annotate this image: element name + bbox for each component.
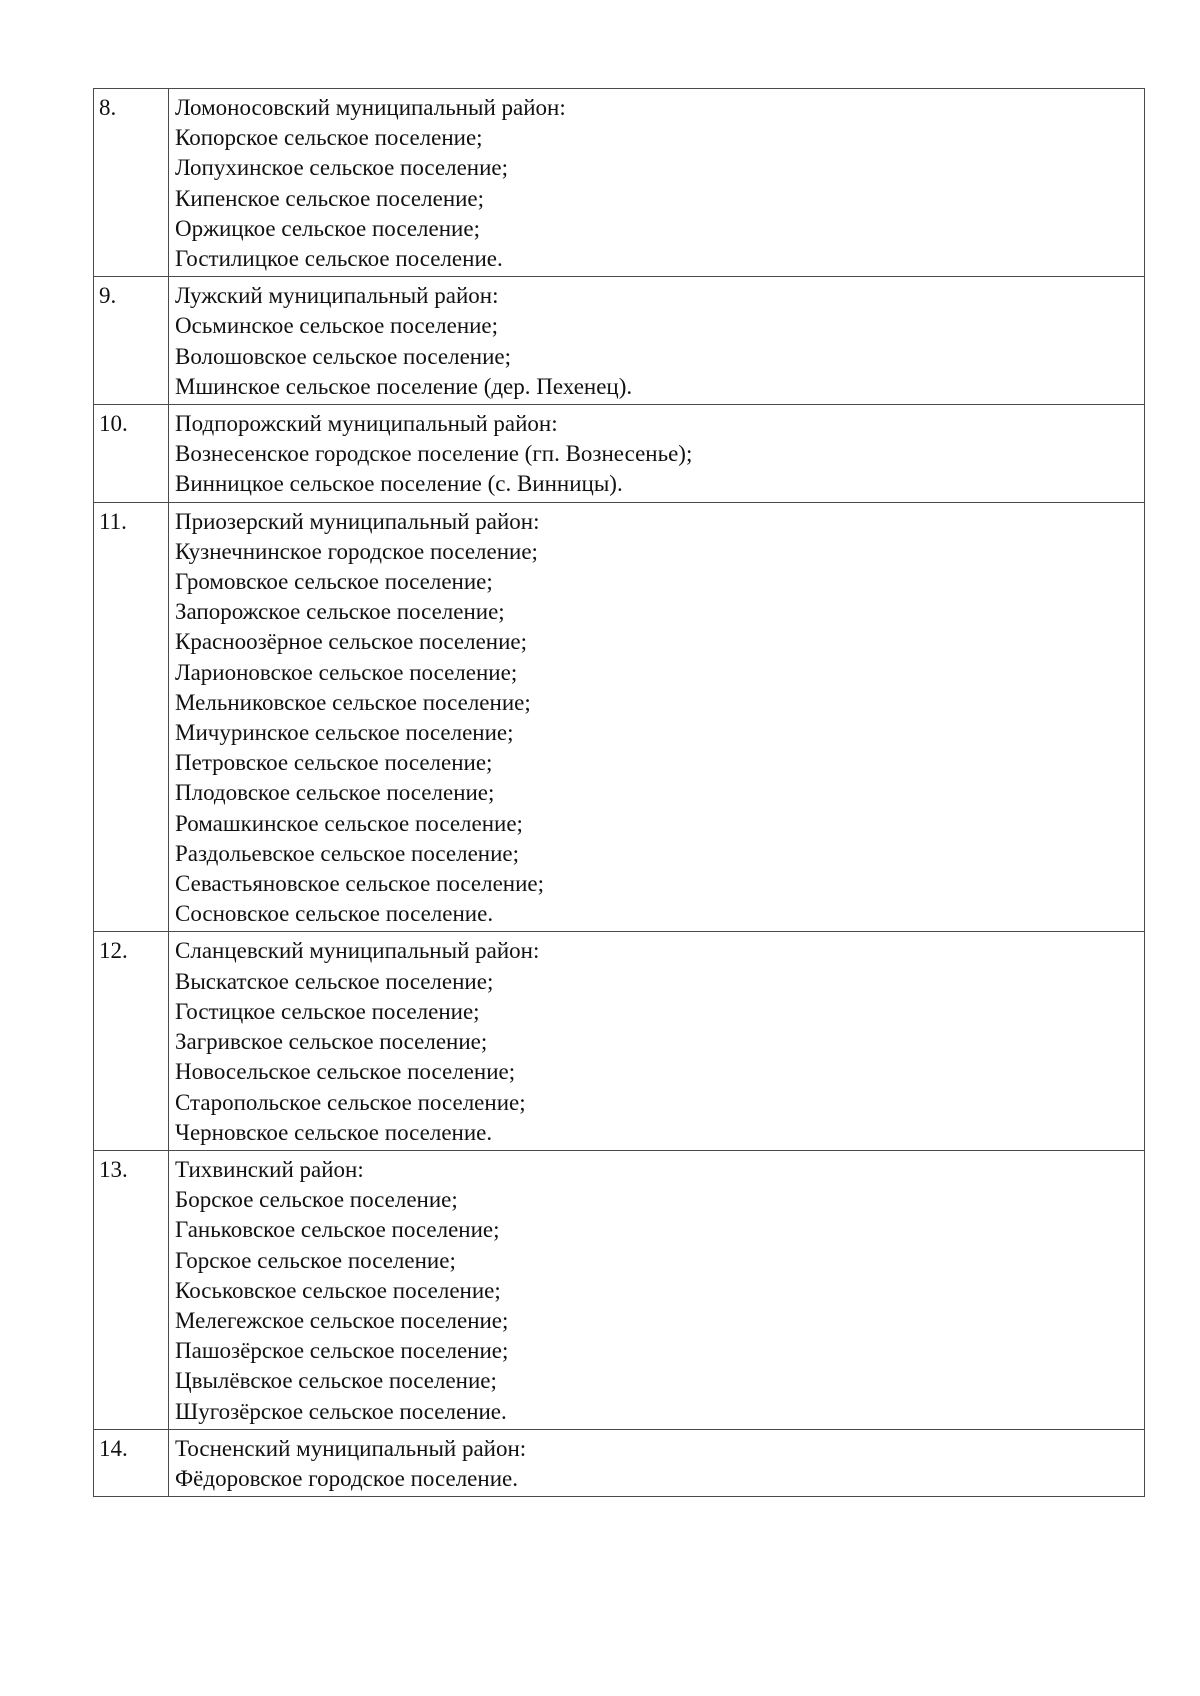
district-name: Сланцевский муниципальный район: <box>175 938 540 964</box>
settlement-name: Ларионовское сельское поселение; <box>175 659 518 685</box>
row-number: 10. <box>94 405 169 503</box>
settlement-name: Гостицкое сельское поселение; <box>175 998 480 1024</box>
table-row <box>94 405 1145 503</box>
settlement-name: Кузнечнинское городское поселение; <box>175 538 538 564</box>
table-row <box>94 502 1145 932</box>
settlement-name: Ганьковское сельское поселение; <box>175 1217 500 1243</box>
table-row <box>94 1150 1145 1429</box>
district-entry <box>169 1429 1145 1496</box>
district-entry <box>169 932 1145 1150</box>
settlement-name: Ромашкинское сельское поселение; <box>175 810 523 836</box>
row-number: 12. <box>94 932 169 1150</box>
settlements-table-body <box>94 89 1145 1497</box>
settlement-name: Борское сельское поселение; <box>175 1187 458 1213</box>
district-entry <box>169 89 1145 277</box>
settlement-name: Коськовское сельское поселение; <box>175 1277 501 1303</box>
settlement-name: Сосновское сельское поселение. <box>175 901 494 927</box>
row-number: 8. <box>94 89 169 277</box>
district-name: Лужский муниципальный район: <box>175 283 499 309</box>
settlement-name: Волошовское сельское поселение; <box>175 343 512 369</box>
settlement-name: Загривское сельское поселение; <box>175 1029 488 1055</box>
settlement-name: Пашозёрское сельское поселение; <box>175 1338 509 1364</box>
settlement-name: Новосельское сельское поселение; <box>175 1059 516 1085</box>
settlement-name: Фёдоровское городское поселение. <box>175 1465 518 1491</box>
settlement-name: Петровское сельское поселение; <box>175 750 493 776</box>
district-entry <box>169 502 1145 932</box>
settlement-name: Плодовское сельское поселение; <box>175 780 495 806</box>
settlement-name: Осьминское сельское поселение; <box>175 313 499 339</box>
row-number: 11. <box>94 502 169 932</box>
district-entry <box>169 1150 1145 1429</box>
settlement-name: Севастьяновское сельское поселение; <box>175 871 545 897</box>
settlement-name: Запорожское сельское поселение; <box>175 599 505 625</box>
settlement-name: Мельниковское сельское поселение; <box>175 689 531 715</box>
settlement-name: Громовское сельское поселение; <box>175 569 493 595</box>
settlement-name: Лопухинское сельское поселение; <box>175 155 509 181</box>
settlement-name: Копорское сельское поселение; <box>175 125 483 151</box>
district-name: Ломоносовский муниципальный район: <box>175 95 566 120</box>
settlement-name: Горское сельское поселение; <box>175 1247 456 1273</box>
row-number: 14. <box>94 1429 169 1496</box>
settlement-name: Выскатское сельское поселение; <box>175 968 494 994</box>
settlement-name: Красноозёрное сельское поселение; <box>175 629 528 655</box>
table-row <box>94 277 1145 405</box>
table-row <box>94 89 1145 277</box>
settlement-name: Мелегежское сельское поселение; <box>175 1307 509 1333</box>
row-number: 13. <box>94 1150 169 1429</box>
settlement-name: Старопольское сельское поселение; <box>175 1089 526 1115</box>
district-name: Приозерский муниципальный район: <box>175 508 540 534</box>
district-name: Тосненский муниципальный район: <box>175 1435 527 1461</box>
settlement-name: Мшинское сельское поселение (дер. Пехенец). <box>175 373 633 399</box>
row-number: 9. <box>94 277 169 405</box>
settlement-name: Вознесенское городское поселение (гп. Вознесенье); <box>175 441 693 467</box>
settlement-name: Кипенское сельское поселение; <box>175 185 485 211</box>
settlement-name: Винницкое сельское поселение (с. Винницы). <box>175 471 623 497</box>
table-row <box>94 1429 1145 1496</box>
settlement-name: Мичуринское сельское поселение; <box>175 720 514 746</box>
settlements-table <box>93 88 1145 1497</box>
table-row <box>94 932 1145 1150</box>
settlement-name: Черновское сельское поселение. <box>175 1119 493 1145</box>
district-entry <box>169 277 1145 405</box>
district-name: Тихвинский район: <box>175 1156 364 1182</box>
settlement-name: Шугозёрское сельское поселение. <box>175 1398 507 1424</box>
settlement-name: Раздольевское сельское поселение; <box>175 840 520 866</box>
district-entry <box>169 405 1145 503</box>
district-name: Подпорожский муниципальный район: <box>175 411 558 437</box>
settlement-name: Гостилицкое сельское поселение. <box>175 246 503 272</box>
settlement-name: Цвылёвское сельское поселение; <box>175 1368 497 1394</box>
settlement-name: Оржицкое сельское поселение; <box>175 215 480 241</box>
